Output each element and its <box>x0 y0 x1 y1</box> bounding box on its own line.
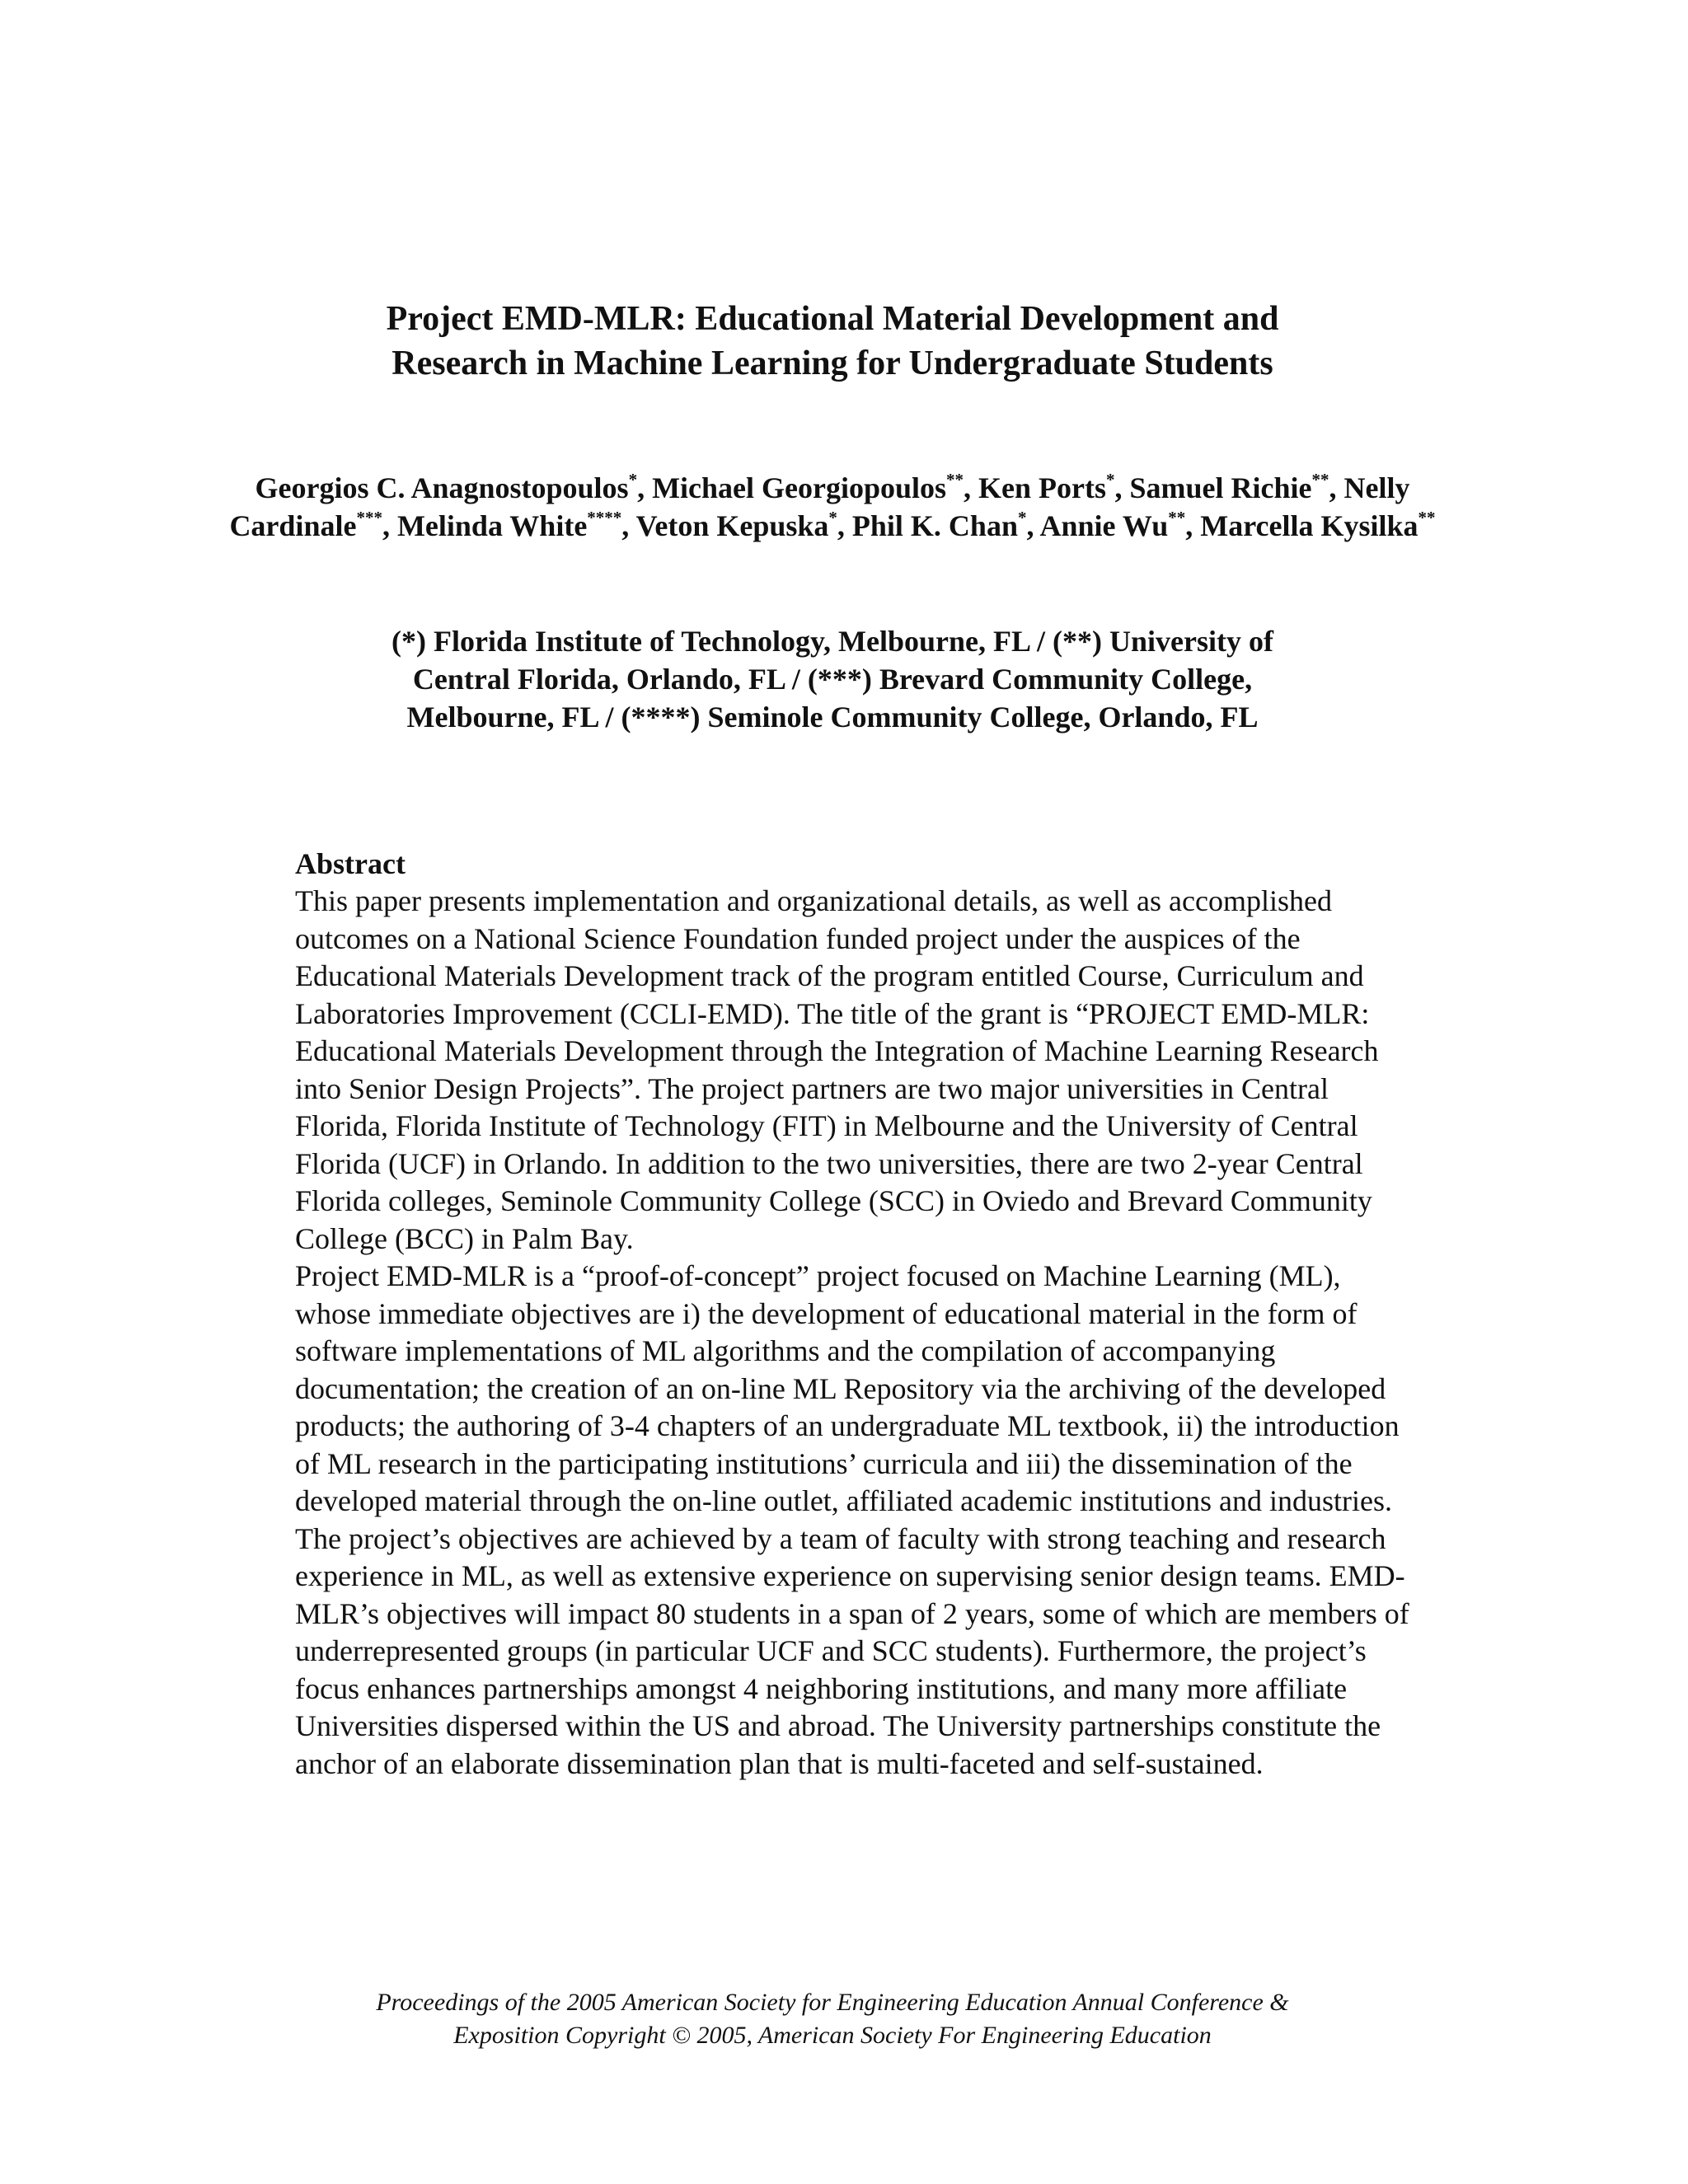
author-affiliation-mark: ** <box>1311 470 1329 490</box>
abstract-paragraph-2: Project EMD-MLR is a “proof-of-concept” project focused on Machine Learning (ML), whose immediate objectives are i) the development of educational material in the form of software implementations of ML algorithms and the compilation of accompanying documentation; the creation of an on-line ML Repository via the archiving of the developed products; the authoring of 3-4 chapters of an undergraduate ML textbook, ii) the introduction of ML research in the participating institutions’ curricula and iii) the dissemination of the developed material through the on-line outlet, affiliated academic institutions and industries. The project’s objectives are achieved by a team of faculty with strong teaching and research experience in ML, as well as extensive experience on supervising senior design teams. EMD-MLR’s objectives will impact 80 students in a span of 2 years, some of which are members of underrepresented groups (in particular UCF and SCC students). Furthermore, the project’s focus enhances partnerships amongst 4 neighboring institutions, and many more affiliate Universities dispersed within the US and abroad. The University partnerships constitute the anchor of an elaborate dissemination plan that is multi-faceted and self-sustained. <box>295 1259 1409 1780</box>
author-name: Samuel Richie <box>1129 471 1312 504</box>
author-separator: , <box>964 471 979 504</box>
author-name: Michael Georgiopoulos <box>652 471 947 504</box>
author-affiliation-mark: ** <box>1168 508 1186 527</box>
author-separator: , <box>837 509 852 542</box>
page-footer <box>206 1986 1459 2052</box>
paper-title <box>206 297 1459 386</box>
affiliations <box>206 622 1459 736</box>
author-list <box>206 469 1459 545</box>
author-separator: , <box>1114 471 1130 504</box>
author-name: Annie Wu <box>1039 509 1169 542</box>
title-line-1: Project EMD-MLR: Educational Material Development and <box>386 300 1279 338</box>
affiliation-line-3: Melbourne, FL / (****) Seminole Community College, Orlando, FL <box>406 701 1259 733</box>
author-name: Melinda White <box>396 509 588 542</box>
author-affiliation-mark: * <box>1017 508 1027 527</box>
title-line-2: Research in Machine Learning for Undergraduate Students <box>392 344 1273 382</box>
author-name: Nelly Cardinale <box>229 471 1410 542</box>
author-name: Marcella Kysilka <box>1200 509 1418 542</box>
abstract-paragraph-1: This paper presents implementation and organizational details, as well as accomplished outcomes on a National Science Foundation funded project under the auspices of the Educational Materials Development track of the program entitled Course, Curriculum and Laboratories Improvement (CCLI-EMD). The title of the grant is “PROJECT EMD-MLR: Educational Materials Development through the Integration of Machine Learning Research into Senior Design Projects”. The project partners are two major universities in Central Florida, Florida Institute of Technology (FIT) in Melbourne and the University of Central Florida (UCF) in Orlando. In addition to the two universities, there are two 2-year Central Florida colleges, Seminole Community College (SCC) in Oviedo and Brevard Community College (BCC) in Palm Bay. <box>295 884 1379 1255</box>
author-affiliation-mark: **** <box>587 508 622 527</box>
footer-line-1: Proceedings of the 2005 American Society for Engineering Education Annual Conference & <box>376 1989 1289 2016</box>
abstract-body <box>295 883 1416 1783</box>
author-name: Veton Kepuska <box>635 509 829 542</box>
author-name: Georgios C. Anagnostopoulos <box>255 471 629 504</box>
author-affiliation-mark: *** <box>356 508 382 527</box>
affiliation-line-2: Central Florida, Orlando, FL / (***) Brevard Community College, <box>412 663 1253 696</box>
footer-line-2: Exposition Copyright © 2005, American Society For Engineering Education <box>453 2022 1212 2049</box>
author-separator: , <box>621 509 636 542</box>
abstract-heading: Abstract <box>295 847 406 880</box>
author-separator: , <box>382 509 397 542</box>
author-affiliation-mark: * <box>628 470 638 490</box>
author-affiliation-mark: * <box>828 508 837 527</box>
author-affiliation-mark: * <box>1106 470 1115 490</box>
author-affiliation-mark: ** <box>1418 508 1436 527</box>
author-separator: , <box>1185 509 1201 542</box>
author-separator: , <box>1026 509 1040 542</box>
affiliation-line-1: (*) Florida Institute of Technology, Melbourne, FL / (**) University of <box>392 625 1273 658</box>
author-name: Ken Ports <box>978 471 1107 504</box>
author-separator: , <box>637 471 653 504</box>
author-affiliation-mark: ** <box>946 470 964 490</box>
author-name: Phil K. Chan <box>851 509 1018 542</box>
author-separator: , <box>1329 471 1344 504</box>
